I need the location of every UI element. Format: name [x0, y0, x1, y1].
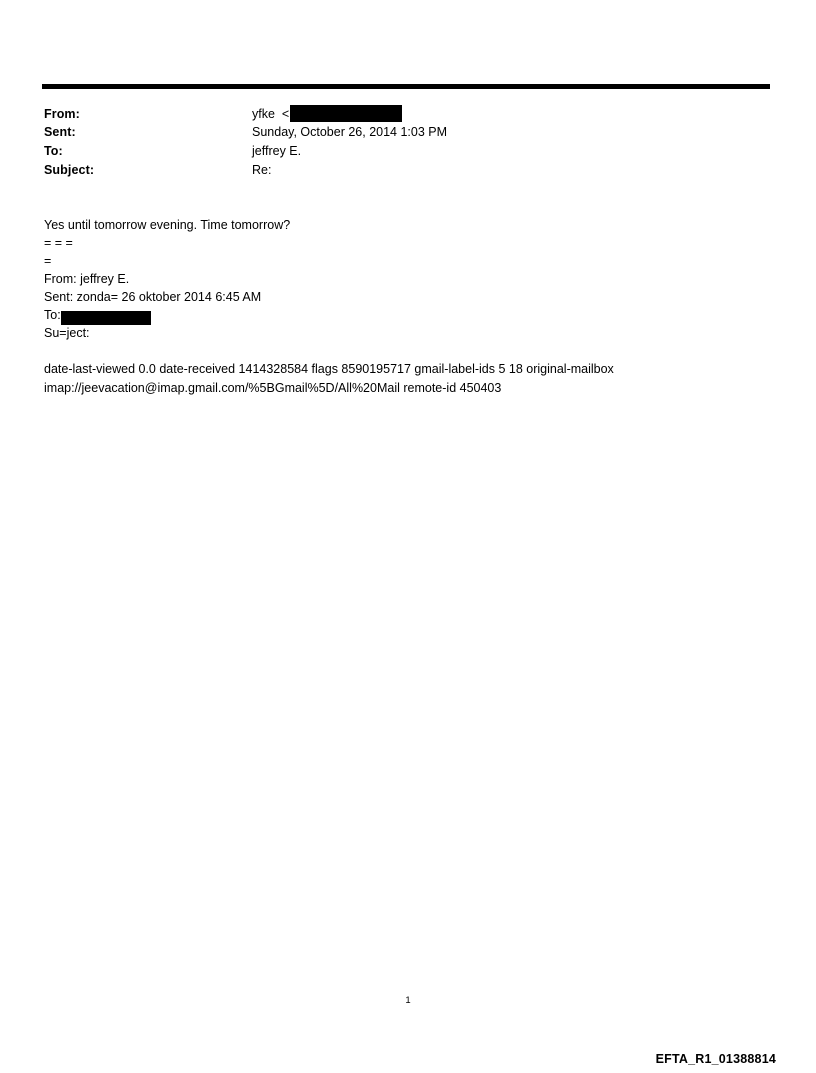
redaction-bar-to [61, 311, 151, 325]
body-line-to-redacted [44, 306, 764, 324]
body-line: From: jeffrey E. [44, 272, 130, 286]
header-rule [42, 84, 770, 89]
header-row-to [44, 144, 764, 160]
header-label-from: From: [44, 106, 80, 121]
redaction-bar-from [290, 105, 402, 122]
header-value-to: jeffrey E. [252, 144, 302, 158]
body-line: Yes until tomorrow evening. Time tomorrow? [44, 218, 291, 232]
header-value-from-text: yfke < [252, 106, 290, 121]
header-label-to: To: [44, 144, 63, 158]
header-label-sent: Sent: [44, 125, 76, 139]
email-metadata-block [44, 360, 764, 398]
header-row-sent [44, 125, 764, 141]
header-value-sent: Sunday, October 26, 2014 1:03 PM [252, 125, 448, 139]
header-value-subject: Re: [252, 163, 272, 177]
email-header-block [44, 106, 764, 182]
email-body-block [44, 216, 764, 342]
body-line-to-label: To: [44, 308, 61, 322]
header-row-subject [44, 163, 764, 179]
header-label-subject: Subject: [44, 163, 95, 177]
header-row-from [44, 106, 764, 122]
body-line: = = = [44, 236, 73, 250]
bates-number: EFTA_R1_01388814 [655, 1052, 776, 1066]
page-number: 1 [405, 995, 411, 1006]
header-value-from [252, 106, 402, 123]
body-line: Su=ject: [44, 326, 90, 340]
metadata-line: date-last-viewed 0.0 date-received 1414328584 flags 8590195717 gmail-label-ids 5 18 original-mailbox [44, 362, 614, 376]
body-line: Sent: zonda= 26 oktober 2014 6:45 AM [44, 290, 262, 304]
body-line: = [44, 254, 52, 268]
metadata-line: imap://jeevacation@imap.gmail.com/%5BGmail%5D/All%20Mail remote-id 450403 [44, 381, 502, 395]
